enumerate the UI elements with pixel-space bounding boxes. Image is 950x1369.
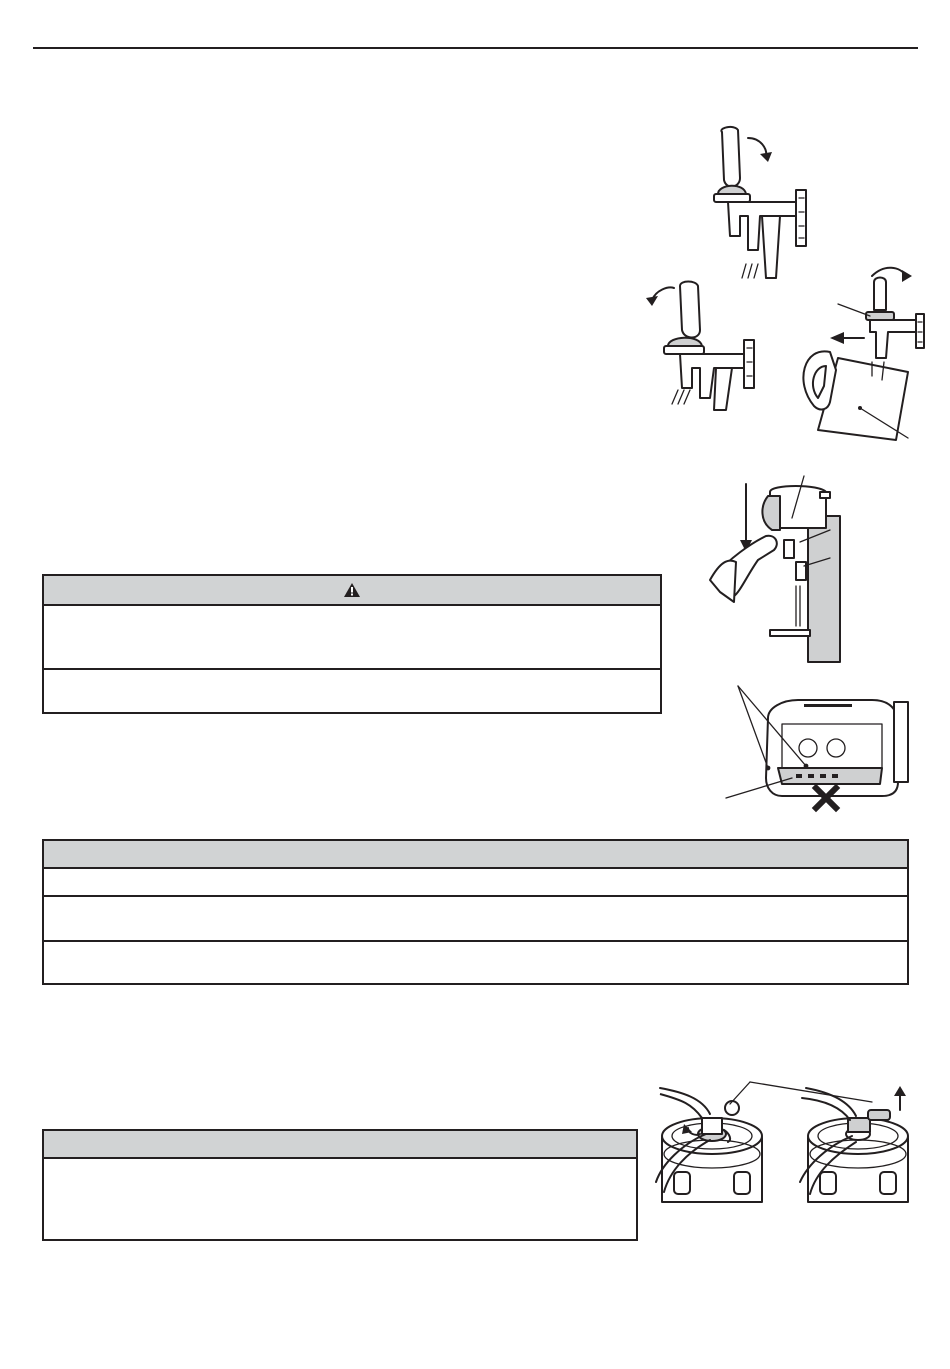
warning-table-header [44,576,660,606]
top-rule [33,47,918,49]
dispenser-drain-holes-illustration [722,684,918,820]
notice-table-row [44,940,907,983]
notice-table [42,839,909,985]
note-table-row [44,1159,636,1239]
notice-table-row [44,895,907,940]
note-table-header [44,1131,636,1159]
notice-table-row [44,869,907,895]
drip-tray-removal-illustration [700,466,870,666]
note-table [42,1129,638,1241]
notice-table-header [44,841,907,869]
warning-table-row [44,606,660,668]
tap-handle-push-back-illustration [640,278,780,418]
keg-coupler-connection-illustration [652,1074,918,1206]
tap-mug-pouring-illustration [800,262,940,442]
warning-table [42,574,662,714]
warning-table-row [44,668,660,712]
warning-triangle-icon [343,582,361,598]
